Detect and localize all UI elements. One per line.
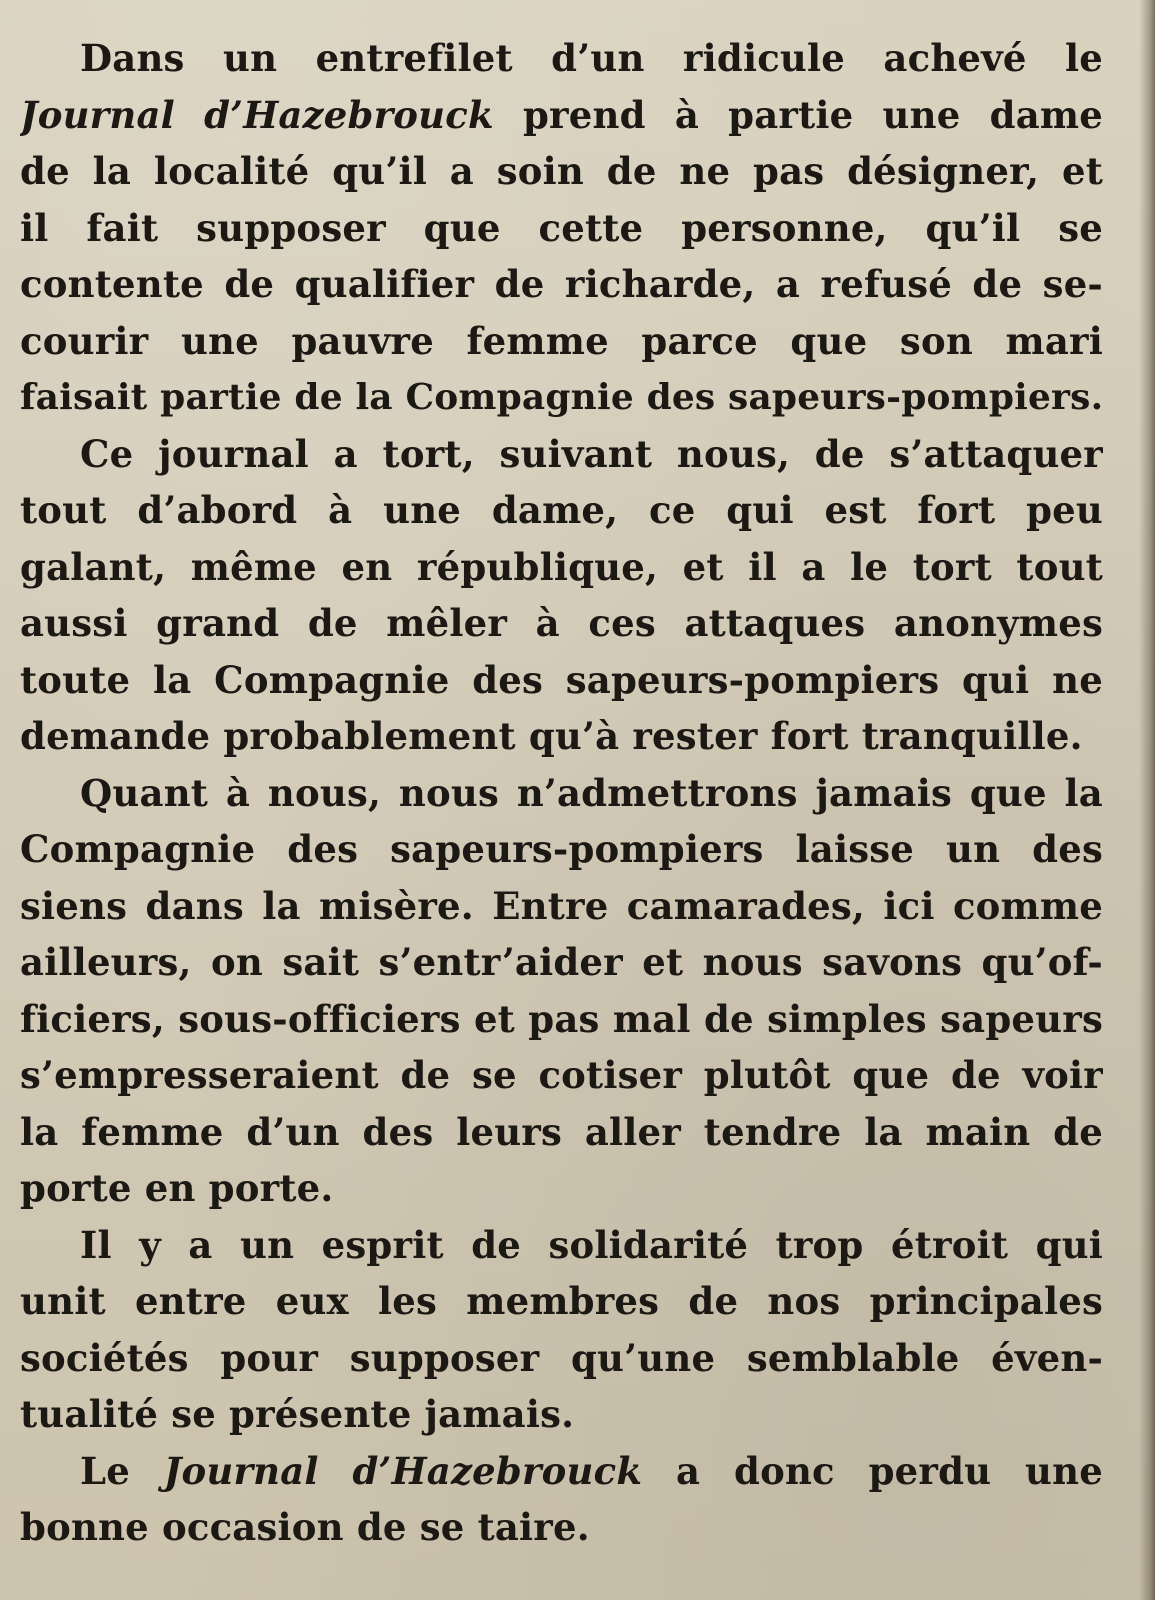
article-body <box>20 30 1103 1556</box>
text-line <box>20 1386 1103 1443</box>
text-run: a donc perdu une <box>642 1448 1103 1493</box>
text-line <box>20 821 1103 878</box>
text-run: Compagnie des sapeurs-pompiers laisse un des <box>20 827 1103 871</box>
text-line <box>20 708 1103 765</box>
text-run: tualité se présente jamais. <box>20 1392 575 1436</box>
text-run: contente de qualifier de richarde, a refusé de se- <box>20 262 1103 306</box>
text-run: aussi grand de mêler à ces attaques anonymes <box>20 601 1103 645</box>
text-run: porte en porte. <box>20 1166 334 1210</box>
text-line <box>20 934 1103 991</box>
text-run: demande probablement qu’à rester fort tranquille. <box>20 714 1083 758</box>
newspaper-title: Journal d’Hazebrouck <box>163 1448 643 1493</box>
text-run: Il y a un esprit de solidarité trop étroit qui <box>80 1222 1103 1267</box>
text-line <box>20 369 1103 426</box>
text-run: sociétés pour supposer qu’une semblable éven- <box>20 1335 1103 1380</box>
paragraph <box>20 1217 1103 1443</box>
text-run: toute la Compagnie des sapeurs-pompiers qui ne <box>20 657 1103 702</box>
text-line <box>20 143 1103 200</box>
paragraph <box>20 1443 1103 1556</box>
text-line <box>20 30 1103 87</box>
text-run: il fait supposer que cette personne, qu’il se <box>20 205 1103 250</box>
text-line <box>20 991 1103 1048</box>
text-line <box>20 1047 1103 1104</box>
paragraph <box>20 765 1103 1217</box>
text-line <box>20 1273 1103 1330</box>
text-line <box>20 426 1103 483</box>
text-run: ailleurs, on sait s’entr’aider et nous savons qu’of- <box>20 940 1103 984</box>
text-line <box>20 1217 1103 1274</box>
text-run: bonne occasion de se taire. <box>20 1505 590 1549</box>
text-line <box>20 1330 1103 1387</box>
paragraph <box>20 30 1103 426</box>
text-run: Quant à nous, nous n’admettrons jamais que la <box>80 770 1103 815</box>
text-run: tout d’abord à une dame, ce qui est fort peu <box>20 488 1103 532</box>
text-run: de la localité qu’il a soin de ne pas désigner, et <box>20 149 1103 193</box>
text-line <box>20 256 1103 313</box>
text-run: ficiers, sous-officiers et pas mal de simples sapeurs <box>20 996 1103 1041</box>
text-line <box>20 1160 1103 1217</box>
text-run: unit entre eux les membres de nos principales <box>20 1279 1103 1323</box>
text-run: Le <box>80 1448 164 1493</box>
text-line <box>20 652 1103 709</box>
text-line <box>20 1499 1103 1556</box>
newspaper-title: Journal d’Hazebrouck <box>20 92 494 137</box>
text-run: prend à partie une dame <box>493 92 1103 137</box>
text-run: s’empresseraient de se cotiser plutôt que de voir <box>20 1053 1103 1097</box>
text-run: courir une pauvre femme parce que son mari <box>20 318 1103 363</box>
text-line <box>20 482 1103 539</box>
text-line <box>20 200 1103 257</box>
text-line <box>20 539 1103 596</box>
text-line <box>20 765 1103 822</box>
page-edge-shadow <box>1139 0 1155 1600</box>
text-line <box>20 1104 1103 1161</box>
text-line <box>20 313 1103 370</box>
text-line <box>20 87 1103 144</box>
text-run: Dans un entrefilet d’un ridicule achevé le <box>80 36 1103 80</box>
text-line <box>20 595 1103 652</box>
text-run: faisait partie de la Compagnie des sapeurs-pompiers. <box>20 376 1103 418</box>
text-run: la femme d’un des leurs aller tendre la main de <box>20 1109 1103 1154</box>
text-run: siens dans la misère. Entre camarades, ici comme <box>20 883 1103 928</box>
text-line <box>20 1443 1103 1500</box>
text-run: galant, même en république, et il a le tort tout <box>20 544 1103 589</box>
paragraph <box>20 426 1103 765</box>
text-line <box>20 878 1103 935</box>
text-run: Ce journal a tort, suivant nous, de s’attaquer <box>80 431 1103 476</box>
